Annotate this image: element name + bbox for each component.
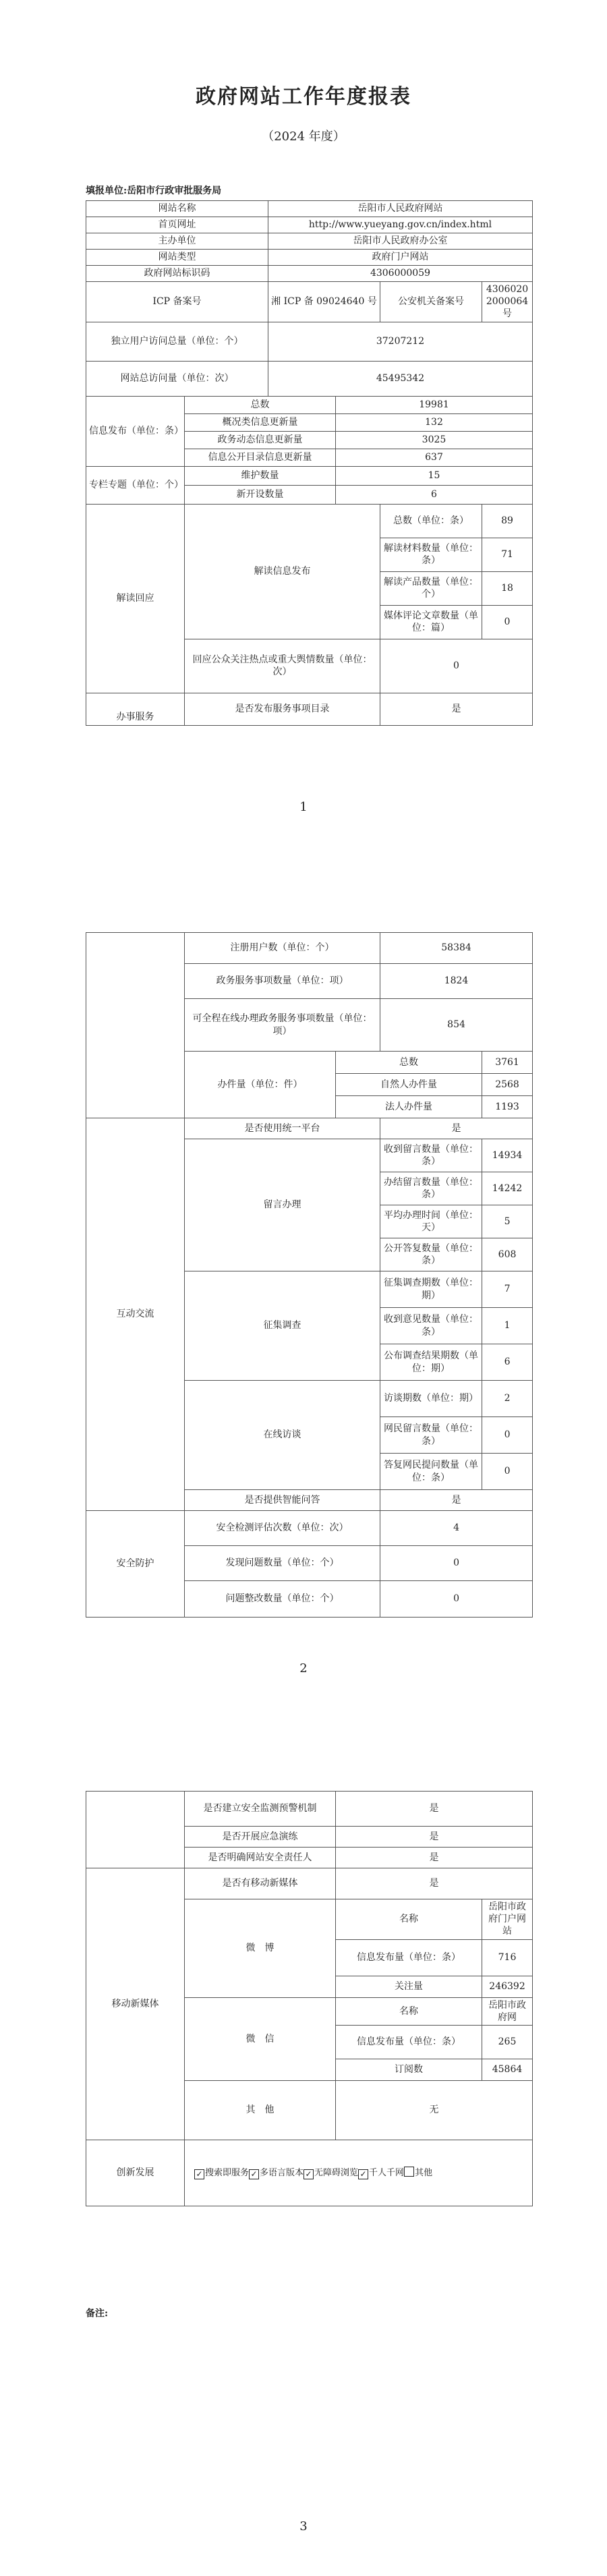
- wechat-row-value: 岳阳市政府网: [482, 1997, 533, 2025]
- talk-row-value: 0: [482, 1454, 533, 1490]
- media-has-label: 是否有移动新媒体: [185, 1868, 336, 1899]
- platform-label: 是否使用统一平台: [185, 1118, 380, 1139]
- interpret-row-value: 18: [482, 571, 533, 605]
- weibo-label: 微 博: [185, 1899, 336, 1998]
- report-year: （2024 年度）: [262, 130, 345, 144]
- msg-row-value: 608: [482, 1238, 533, 1271]
- publish-row-label: 信息公开目录信息更新量: [185, 449, 336, 466]
- interpret-row-label: 解读产品数量（单位：个）: [380, 571, 482, 605]
- wechat-row-value: 265: [482, 2025, 533, 2059]
- site-type: 政府门户网站: [268, 250, 533, 266]
- publish-row-label: 总数: [185, 396, 336, 413]
- talk-row-value: 0: [482, 1417, 533, 1454]
- visits-label: 网站总访问量（单位：次）: [86, 361, 268, 396]
- smart-qa-value: 是: [380, 1490, 533, 1511]
- innovation-option[interactable]: [358, 2168, 404, 2179]
- handle-row-value: 3761: [482, 1052, 533, 1074]
- msg-row-value: 5: [482, 1205, 533, 1238]
- sponsor: 岳阳市人民政府办公室: [268, 233, 533, 250]
- innovation-option[interactable]: [404, 2167, 432, 2179]
- site-code: 4306000059: [268, 266, 533, 282]
- visitors: 37207212: [268, 322, 533, 361]
- checkbox-icon[interactable]: ✓: [358, 2169, 368, 2179]
- online-label: 可全程在线办理政务服务事项数量（单位：项）: [185, 999, 380, 1052]
- security-row-label: 安全检测评估次数（单位：次）: [185, 1511, 380, 1546]
- security-yes-value: 是: [336, 1792, 533, 1827]
- wechat-row-label: 名称: [336, 1997, 482, 2025]
- publish-row-value: 132: [336, 413, 533, 431]
- msg-row-value: 14934: [482, 1139, 533, 1172]
- security-yes-value: 是: [336, 1848, 533, 1868]
- msg-row-label: 办结留言数量（单位：条）: [380, 1172, 482, 1205]
- handle-row-value: 2568: [482, 1074, 533, 1096]
- interpret-row-label: 媒体评论文章数量（单位：篇）: [380, 605, 482, 639]
- page-title: 政府网站工作年度报表: [196, 85, 411, 109]
- checkbox-icon[interactable]: ✓: [304, 2169, 314, 2179]
- users-label: 注册用户数（单位：个）: [185, 933, 380, 964]
- smart-qa-label: 是否提供智能问答: [185, 1490, 380, 1511]
- innovation-option[interactable]: [304, 2168, 358, 2179]
- security-yes-label: 是否明确网站安全责任人: [185, 1848, 336, 1868]
- wechat-row-value: 45864: [482, 2059, 533, 2080]
- innovation-option-label: 千人千网: [369, 2167, 405, 2178]
- security-yes-value: 是: [336, 1827, 533, 1848]
- icp-number: 湘 ICP 备 09024640 号: [268, 282, 380, 322]
- respond-label: 回应公众关注热点或重大舆情数量（单位：次）: [185, 639, 380, 693]
- police-number: 43060202000064 号: [482, 282, 533, 322]
- service-catalog-value: 是: [380, 693, 533, 725]
- msg-label: 留言办理: [185, 1139, 380, 1271]
- interpret-row-value: 0: [482, 605, 533, 639]
- publish-row-value: 19981: [336, 396, 533, 413]
- talk-row-value: 2: [482, 1381, 533, 1417]
- site-name: 岳阳市人民政府网站: [268, 201, 533, 217]
- security-yes-label: 是否建立安全监测预警机制: [185, 1792, 336, 1827]
- checkbox-icon[interactable]: ✓: [194, 2169, 204, 2179]
- msg-row-label: 平均办理时间（单位：天）: [380, 1205, 482, 1238]
- survey-row-label: 收到意见数量（单位：条）: [380, 1308, 482, 1344]
- msg-row-value: 14242: [482, 1172, 533, 1205]
- service-label: 办事服务: [86, 693, 185, 725]
- platform-value: 是: [380, 1118, 533, 1139]
- users-value: 58384: [380, 933, 533, 964]
- innovation-options: [185, 2140, 533, 2206]
- homepage-url[interactable]: http://www.yueyang.gov.cn/index.html: [268, 217, 533, 233]
- checkbox-icon[interactable]: [404, 2167, 414, 2177]
- items-value: 1824: [380, 964, 533, 999]
- wechat-label: 微 信: [185, 1997, 336, 2080]
- remarks-label: 备注:: [86, 2308, 109, 2319]
- site-code-label: 政府网站标识码: [86, 266, 268, 282]
- weibo-row-value: 岳阳市政府门户网站: [482, 1899, 533, 1940]
- survey-row-value: 6: [482, 1344, 533, 1381]
- security-row-value: 0: [380, 1581, 533, 1618]
- weibo-row-value: 716: [482, 1939, 533, 1976]
- interact-label: 互动交流: [86, 1118, 185, 1511]
- weibo-row-label: 信息发布量（单位：条）: [336, 1939, 482, 1976]
- filler-unit: 填报单位:岳阳市行政审批服务局: [86, 185, 222, 196]
- innovation-option-label: 搜索即服务: [205, 2167, 250, 2178]
- media-other-label: 其 他: [185, 2080, 336, 2140]
- interpret-row-label: 总数（单位：条）: [380, 504, 482, 538]
- innovation-option-label: 无障碍浏览: [314, 2167, 359, 2178]
- sponsor-label: 主办单位: [86, 233, 268, 250]
- wechat-row-label: 信息发布量（单位：条）: [336, 2025, 482, 2059]
- site-name-label: 网站名称: [86, 201, 268, 217]
- column-row-value: 6: [336, 485, 533, 504]
- respond-value: 0: [380, 639, 533, 693]
- media-label: 移动新媒体: [86, 1868, 185, 2140]
- items-label: 政务服务事项数量（单位：项）: [185, 964, 380, 999]
- publish-row-value: 637: [336, 449, 533, 466]
- publish-row-label: 概况类信息更新量: [185, 413, 336, 431]
- report-table-page-3: [86, 1791, 533, 2206]
- talk-row-label: 网民留言数量（单位：条）: [380, 1417, 482, 1454]
- checkbox-icon[interactable]: ✓: [249, 2169, 259, 2179]
- media-other-value: 无: [336, 2080, 533, 2140]
- interpret-sub-label: 解读信息发布: [185, 504, 380, 639]
- survey-row-label: 公布调查结果期数（单位：期）: [380, 1344, 482, 1381]
- security-row-label: 发现问题数量（单位：个）: [185, 1546, 380, 1581]
- msg-row-label: 收到留言数量（单位：条）: [380, 1139, 482, 1172]
- interpret-label: 解读回应: [86, 504, 185, 693]
- column-row-value: 15: [336, 466, 533, 485]
- column-row-label: 新开设数量: [185, 485, 336, 504]
- talk-row-label: 答复网民提问数量（单位：条）: [380, 1454, 482, 1490]
- interpret-row-value: 89: [482, 504, 533, 538]
- talk-label: 在线访谈: [185, 1381, 380, 1490]
- publish-label: 信息发布（单位：条）: [86, 396, 185, 466]
- talk-row-label: 访谈期数（单位：期）: [380, 1381, 482, 1417]
- weibo-row-label: 关注量: [336, 1976, 482, 1997]
- service-catalog-label: 是否发布服务事项目录: [185, 693, 380, 725]
- media-has-value: 是: [336, 1868, 533, 1899]
- security-yes-label: 是否开展应急演练: [185, 1827, 336, 1848]
- page-number: 3: [299, 2519, 308, 2534]
- security-row-value: 0: [380, 1546, 533, 1581]
- survey-row-label: 征集调查期数（单位：期）: [380, 1271, 482, 1308]
- innovation-option-label: 多语言版本: [260, 2167, 304, 2178]
- weibo-row-value: 246392: [482, 1976, 533, 1997]
- security-row-label: 问题整改数量（单位：个）: [185, 1581, 380, 1618]
- handle-row-label: 自然人办件量: [336, 1074, 482, 1096]
- survey-label: 征集调查: [185, 1271, 380, 1381]
- innovation-option[interactable]: [194, 2168, 249, 2179]
- column-label: 专栏专题（单位：个）: [86, 466, 185, 504]
- innovation-option-label: 其他: [415, 2167, 433, 2178]
- police-label: 公安机关备案号: [380, 282, 482, 322]
- msg-row-label: 公开答复数量（单位：条）: [380, 1238, 482, 1271]
- survey-row-value: 1: [482, 1308, 533, 1344]
- page-number: 1: [299, 800, 308, 814]
- security-row-value: 4: [380, 1511, 533, 1546]
- handle-row-value: 1193: [482, 1096, 533, 1118]
- homepage-label: 首页网址: [86, 217, 268, 233]
- icp-label: ICP 备案号: [86, 282, 268, 322]
- wechat-row-label: 订阅数: [336, 2059, 482, 2080]
- publish-row-value: 3025: [336, 431, 533, 449]
- column-row-label: 维护数量: [185, 466, 336, 485]
- report-table-page-1: [86, 200, 533, 726]
- interpret-row-label: 解读材料数量（单位：条）: [380, 538, 482, 571]
- weibo-row-label: 名称: [336, 1899, 482, 1940]
- report-table-page-2: [86, 932, 533, 1618]
- security-label: 安全防护: [86, 1511, 185, 1618]
- innovation-option[interactable]: [249, 2168, 304, 2179]
- handle-row-label: 总数: [336, 1052, 482, 1074]
- site-type-label: 网站类型: [86, 250, 268, 266]
- handle-label: 办件量（单位：件）: [185, 1052, 336, 1118]
- publish-row-label: 政务动态信息更新量: [185, 431, 336, 449]
- interpret-row-value: 71: [482, 538, 533, 571]
- innovation-label: 创新发展: [86, 2140, 185, 2206]
- page-number: 2: [299, 1661, 308, 1676]
- visits: 45495342: [268, 361, 533, 396]
- online-value: 854: [380, 999, 533, 1052]
- visitors-label: 独立用户访问总量（单位：个）: [86, 322, 268, 361]
- survey-row-value: 7: [482, 1271, 533, 1308]
- handle-row-label: 法人办件量: [336, 1096, 482, 1118]
